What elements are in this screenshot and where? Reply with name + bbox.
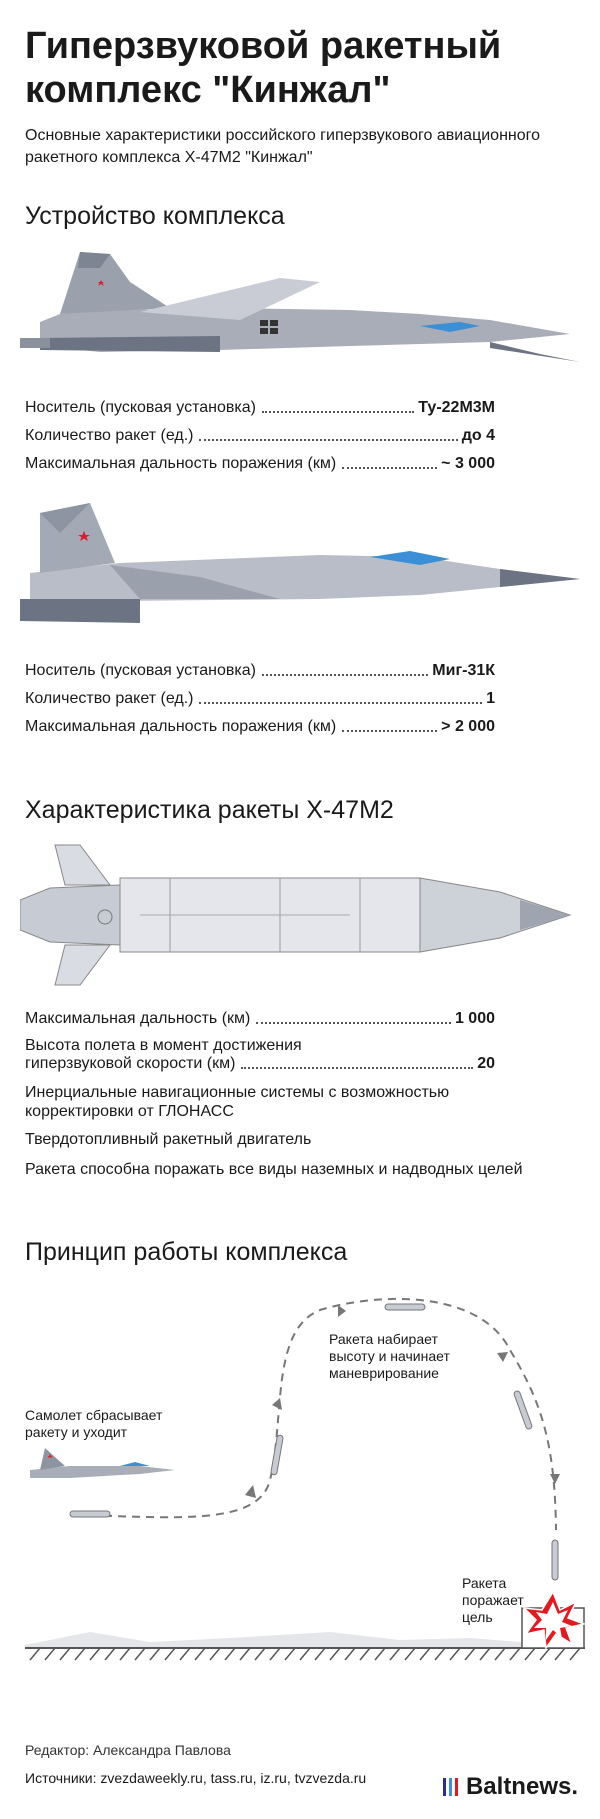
missile-fact-targets: Ракета способна поражать все виды наземных и надводных целей [25, 1161, 523, 1178]
page-title: Гиперзвуковой ракетный комплекс "Кинжал" [25, 25, 502, 111]
missile-range-row: Максимальная дальность (км) 1 000 [25, 1010, 495, 1027]
mig31k-illustration [20, 503, 580, 633]
tu22-range-row: Максимальная дальность поражения (км) ~ 3 000 [25, 455, 495, 472]
tu22m3m-illustration [20, 242, 580, 372]
missile-altitude-row: гиперзвуковой скорости (км) 20 [25, 1055, 495, 1072]
section-heading-missile: Характеристика ракеты Х-47М2 [25, 796, 394, 824]
principle-diagram [0, 1290, 600, 1690]
section-heading-principle: Принцип работы комплекса [25, 1238, 348, 1266]
baltnews-logo [443, 1773, 578, 1801]
missile-fact-engine: Твердотопливный ракетный двигатель [25, 1131, 312, 1148]
footer-sources: Источники: zvezdaweekly.ru, tass.ru, iz.ru, tvzvezda.ru [25, 1770, 367, 1786]
mig31-range-row: Максимальная дальность поражения (км) > 2 000 [25, 718, 495, 735]
note-drop: Самолет сбрасывает ракету и уходит [25, 1407, 163, 1440]
logo-text: Baltnews. [465, 1773, 578, 1800]
mig31-missile-count-row: Количество ракет (ед.) 1 [25, 690, 495, 707]
page-subtitle: Основные характеристики российского гиперзвукового авиационного ракетного комплекса Х-47М2 "Кинжал" [25, 127, 541, 166]
section-heading-device: Устройство комплекса [25, 202, 285, 230]
logo-bars-icon [443, 1778, 458, 1796]
missile-illustration [20, 840, 580, 990]
note-hit: Ракета поражает цель [462, 1575, 524, 1625]
tu22-carrier-row: Носитель (пусковая установка) Ту-22М3М [25, 399, 495, 416]
mig31-carrier-row: Носитель (пусковая установка) Миг-31К [25, 662, 495, 679]
missile-fact-navigation: Инерциальные навигационные системы с возможностью корректировки от ГЛОНАСС [25, 1084, 450, 1120]
missile-altitude-label-line1: Высота полета в момент достижения [25, 1037, 302, 1054]
tu22-missile-count-row: Количество ракет (ед.) до 4 [25, 427, 495, 444]
footer-editor: Редактор: Александра Павлова [25, 1742, 231, 1758]
note-climb: Ракета набирает высоту и начинает маневрирование [329, 1331, 450, 1381]
